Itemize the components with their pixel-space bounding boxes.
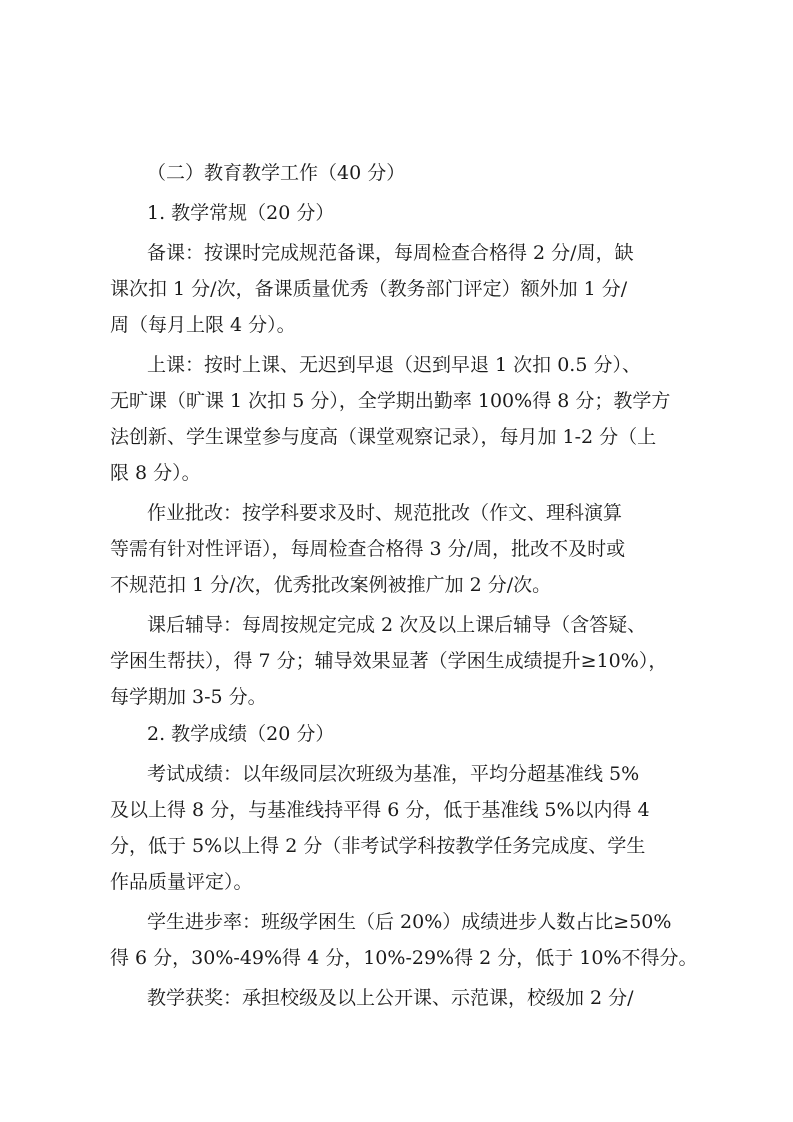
paragraph-line: 得 6 分，30%-49%得 4 分，10%-29%得 2 分，低于 10%不得分。 — [110, 947, 698, 969]
paragraph-line: 等需有针对性评语），每周检查合格得 3 分/周，批改不及时或 — [110, 538, 626, 560]
paragraph-line: 分，低于 5%以上得 2 分（非考试学科按教学任务完成度、学生 — [110, 835, 646, 857]
paragraph-line: 每学期加 3-5 分。 — [110, 686, 267, 708]
paragraph-line: 法创新、学生课堂参与度高（课堂观察记录），每月加 1-2 分（上 — [110, 426, 657, 448]
paragraph-line: 课后辅导：每周按规定完成 2 次及以上课后辅导（含答疑、 — [147, 614, 647, 636]
paragraph-line: 课次扣 1 分/次，备课质量优秀（教务部门评定）额外加 1 分/ — [110, 278, 628, 300]
paragraph-line: 考试成绩：以年级同层次班级为基准，平均分超基准线 5% — [147, 763, 640, 785]
paragraph-line: 备课：按课时完成规范备课，每周检查合格得 2 分/周，缺 — [147, 242, 634, 264]
subsection-heading: 2. 教学成绩（20 分） — [147, 723, 335, 745]
paragraph-line: 学困生帮扶），得 7 分；辅导效果显著（学困生成绩提升≥10%）， — [110, 650, 668, 672]
paragraph-line: 上课：按时上课、无迟到早退（迟到早退 1 次扣 0.5 分）、 — [147, 354, 641, 376]
paragraph-line: 学生进步率：班级学困生（后 20%）成绩进步人数占比≥50% — [147, 911, 672, 933]
subsection-heading: 1. 教学常规（20 分） — [147, 202, 335, 224]
paragraph-line: 作品质量评定）。 — [110, 871, 253, 893]
paragraph-line: 无旷课（旷课 1 次扣 5 分），全学期出勤率 100%得 8 分；教学方 — [110, 390, 671, 412]
paragraph-line: 及以上得 8 分，与基准线持平得 6 分，低于基准线 5%以内得 4 — [110, 799, 650, 821]
section-heading: （二）教育教学工作（40 分） — [147, 162, 406, 184]
paragraph-line: 教学获奖：承担校级及以上公开课、示范课，校级加 2 分/ — [147, 987, 634, 1009]
paragraph-line: 限 8 分）。 — [110, 462, 201, 484]
paragraph-line: 周（每月上限 4 分）。 — [110, 314, 296, 336]
paragraph-line: 作业批改：按学科要求及时、规范批改（作文、理科演算 — [147, 502, 623, 524]
paragraph-line: 不规范扣 1 分/次，优秀批改案例被推广加 2 分/次。 — [110, 574, 552, 596]
